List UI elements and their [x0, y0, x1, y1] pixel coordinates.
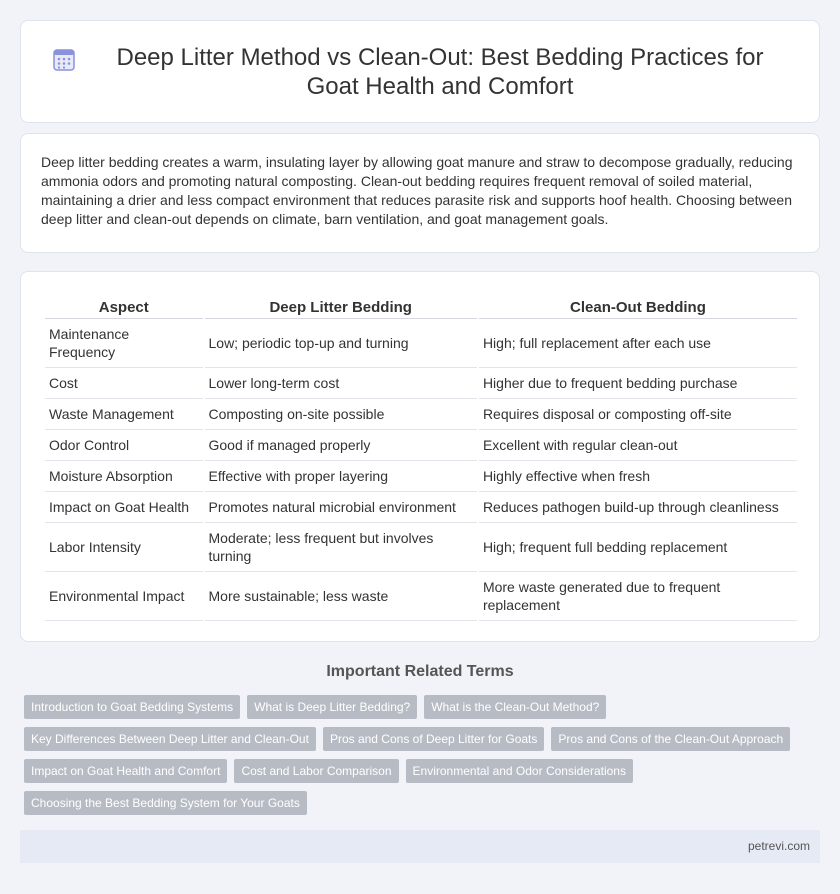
intro-card — [20, 133, 820, 253]
table-row — [45, 523, 797, 572]
related-term-tag[interactable]: Choosing the Best Bedding System for Your Goats — [24, 791, 307, 815]
clean-out-cell: Higher due to frequent bedding purchase — [479, 368, 797, 399]
clean-out-cell: More waste generated due to frequent replacement — [479, 572, 797, 621]
aspect-cell: Labor Intensity — [45, 523, 203, 572]
related-term-tag[interactable]: Environmental and Odor Considerations — [406, 759, 633, 783]
deep-litter-cell: Composting on-site possible — [205, 399, 477, 430]
title-card — [20, 20, 820, 123]
table-row — [45, 461, 797, 492]
comparison-table-card — [20, 271, 820, 642]
deep-litter-cell: Promotes natural microbial environment — [205, 492, 477, 523]
clean-out-cell: Reduces pathogen build-up through cleanliness — [479, 492, 797, 523]
aspect-cell: Moisture Absorption — [45, 461, 203, 492]
deep-litter-cell: Moderate; less frequent but involves turning — [205, 523, 477, 572]
deep-litter-cell: Low; periodic top-up and turning — [205, 319, 477, 368]
comparison-table — [43, 294, 799, 621]
deep-litter-cell: Lower long-term cost — [205, 368, 477, 399]
related-terms-heading: Important Related Terms — [326, 663, 514, 680]
aspect-cell: Waste Management — [45, 399, 203, 430]
related-term-tag[interactable]: What is the Clean-Out Method? — [424, 695, 606, 719]
table-row — [45, 430, 797, 461]
clean-out-cell: Highly effective when fresh — [479, 461, 797, 492]
page-title: Deep Litter Method vs Clean-Out: Best Bedding Practices for Goat Health and Comfort — [116, 43, 764, 100]
deep-litter-cell: More sustainable; less waste — [205, 572, 477, 621]
table-row — [45, 399, 797, 430]
aspect-cell: Environmental Impact — [45, 572, 203, 621]
related-term-tag[interactable]: Key Differences Between Deep Litter and Clean-Out — [24, 727, 316, 751]
related-terms-list — [24, 695, 804, 823]
site-name[interactable]: petrevi.com — [747, 839, 810, 853]
clean-out-cell: High; frequent full bedding replacement — [479, 523, 797, 572]
aspect-cell: Impact on Goat Health — [45, 492, 203, 523]
related-term-tag[interactable]: Cost and Labor Comparison — [234, 759, 398, 783]
related-term-tag[interactable]: Impact on Goat Health and Comfort — [24, 759, 227, 783]
header-deep-litter: Deep Litter Bedding — [205, 294, 477, 319]
header-clean-out: Clean-Out Bedding — [479, 294, 797, 319]
header-aspect: Aspect — [45, 294, 203, 319]
footer — [20, 830, 820, 863]
table-row — [45, 572, 797, 621]
aspect-cell: Cost — [45, 368, 203, 399]
table-row — [45, 319, 797, 368]
clean-out-cell: Excellent with regular clean-out — [479, 430, 797, 461]
table-row — [45, 368, 797, 399]
aspect-cell: Maintenance Frequency — [45, 319, 203, 368]
aspect-cell: Odor Control — [45, 430, 203, 461]
deep-litter-cell: Good if managed properly — [205, 430, 477, 461]
related-term-tag[interactable]: Pros and Cons of Deep Litter for Goats — [323, 727, 544, 751]
intro-paragraph: Deep litter bedding creates a warm, insulating layer by allowing goat manure and straw to decompose gradually, reducing ammonia odors and promoting natural composting. Clean-out bedding requires frequent removal of soiled material, maintaining a drier and less compact environment that reduces parasite risk and supports hoof health. Choosing between deep litter and clean-out depends on climate, barn ventilation, and goat management goals. — [41, 154, 793, 227]
clean-out-cell: Requires disposal or composting off-site — [479, 399, 797, 430]
table-header-row — [45, 294, 797, 319]
deep-litter-cell: Effective with proper layering — [205, 461, 477, 492]
related-term-tag[interactable]: Pros and Cons of the Clean-Out Approach — [551, 727, 790, 751]
table-row — [45, 492, 797, 523]
related-term-tag[interactable]: What is Deep Litter Bedding? — [247, 695, 417, 719]
clean-out-cell: High; full replacement after each use — [479, 319, 797, 368]
related-term-tag[interactable]: Introduction to Goat Bedding Systems — [24, 695, 240, 719]
